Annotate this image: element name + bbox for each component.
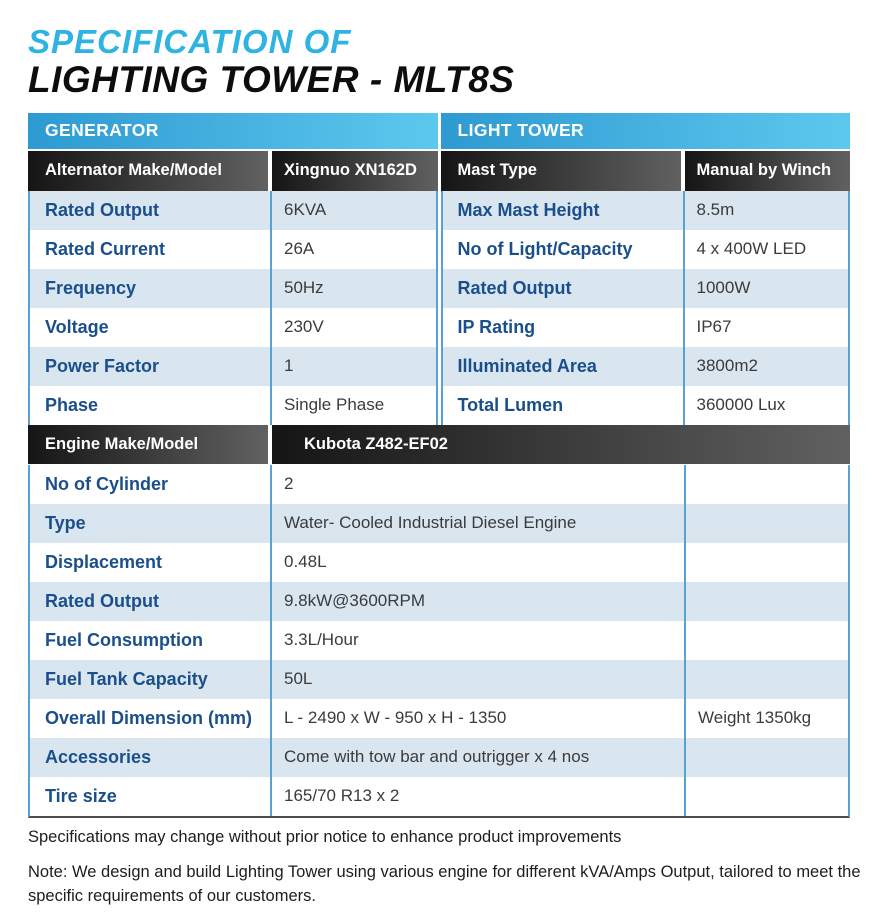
- row-extra-value: [684, 777, 848, 816]
- note-text: Note: We design and build Lighting Tower using various engine for different kVA/Amps Output, tailored to meet the specific requirements of our customers.: [28, 862, 861, 905]
- table-row: [30, 543, 848, 582]
- light-tower-rows: [441, 191, 851, 425]
- row-label: Frequency: [45, 277, 137, 298]
- row-label: Rated Current: [45, 238, 166, 259]
- table-row: [30, 738, 848, 777]
- mast-type-value: Manual by Winch: [685, 151, 851, 191]
- table-row: [30, 621, 848, 660]
- table-row: [30, 386, 436, 425]
- table-row: [443, 269, 849, 308]
- row-value: 50L: [270, 660, 684, 699]
- table-row: [443, 191, 849, 230]
- table-row: [30, 191, 436, 230]
- row-label: Max Mast Height: [457, 199, 600, 220]
- row-value: 230V: [270, 308, 436, 347]
- generator-section-header: GENERATOR: [28, 113, 438, 151]
- light-tower-subheader-row: [441, 151, 851, 191]
- row-extra-value: [684, 582, 848, 621]
- table-row: [30, 308, 436, 347]
- row-extra-value: [684, 543, 848, 582]
- light-tower-section-header: LIGHT TOWER: [441, 113, 851, 151]
- row-label: Total Lumen: [457, 394, 564, 415]
- row-label: Rated Output: [45, 590, 159, 611]
- table-row: [30, 777, 848, 816]
- table-row: [30, 230, 436, 269]
- row-label: Overall Dimension (mm): [45, 707, 253, 728]
- table-row: [443, 230, 849, 269]
- engine-make-value: Kubota Z482-EF02: [272, 425, 850, 464]
- row-label: Tire size: [45, 785, 117, 806]
- row-label: Displacement: [45, 551, 163, 572]
- row-value: Single Phase: [270, 386, 436, 425]
- table-row: [30, 347, 436, 386]
- row-value: 3800m2: [683, 347, 849, 386]
- page-title-line1: SPECIFICATION OF: [28, 23, 352, 60]
- row-label: Type: [45, 512, 86, 533]
- table-row: [443, 347, 849, 386]
- light-tower-table: [441, 113, 851, 425]
- table-row: [30, 699, 848, 738]
- table-row: [30, 269, 436, 308]
- row-value: Water- Cooled Industrial Diesel Engine: [270, 504, 684, 543]
- row-extra-value: [684, 660, 848, 699]
- row-value: 360000 Lux: [683, 386, 849, 425]
- row-value: 165/70 R13 x 2: [270, 777, 684, 816]
- row-value: 9.8kW@3600RPM: [270, 582, 684, 621]
- generator-rows: [28, 191, 438, 425]
- row-label: IP Rating: [457, 316, 536, 337]
- engine-make-label: Engine Make/Model: [28, 425, 268, 464]
- footer-notes: [28, 828, 876, 909]
- row-label: Rated Output: [457, 277, 572, 298]
- table-row: [30, 465, 848, 504]
- row-label: Rated Output: [45, 199, 159, 220]
- alternator-make-label: Alternator Make/Model: [28, 151, 268, 191]
- row-label: Illuminated Area: [457, 355, 597, 376]
- table-row: [443, 308, 849, 347]
- table-row: [443, 386, 849, 425]
- row-label: Fuel Tank Capacity: [45, 668, 208, 689]
- mast-type-label: Mast Type: [441, 151, 681, 191]
- row-label: Phase: [45, 394, 99, 415]
- specification-table: [28, 113, 850, 818]
- row-value: 50Hz: [270, 269, 436, 308]
- row-value: 1: [270, 347, 436, 386]
- disclaimer-text: Specifications may change without prior notice to enhance product improvements: [28, 827, 622, 846]
- engine-rows: [28, 465, 850, 818]
- row-extra-value: Weight 1350kg: [684, 699, 848, 738]
- row-value: 1000W: [683, 269, 849, 308]
- row-label: No of Light/Capacity: [457, 238, 633, 259]
- row-value: 8.5m: [683, 191, 849, 230]
- row-value: Come with tow bar and outrigger x 4 nos: [270, 738, 684, 777]
- row-value: 0.48L: [270, 543, 684, 582]
- row-extra-value: [684, 621, 848, 660]
- generator-subheader-row: [28, 151, 438, 191]
- row-label: Voltage: [45, 316, 109, 337]
- row-value: 26A: [270, 230, 436, 269]
- row-extra-value: [684, 738, 848, 777]
- engine-subheader-row: [28, 425, 850, 465]
- top-tables: [28, 113, 850, 425]
- table-row: [30, 504, 848, 543]
- row-label: Fuel Consumption: [45, 629, 203, 650]
- row-value: 4 x 400W LED: [683, 230, 849, 269]
- row-value: 6KVA: [270, 191, 436, 230]
- table-row: [30, 582, 848, 621]
- row-label: Power Factor: [45, 355, 160, 376]
- page-title-line2: LIGHTING TOWER - MLT8S: [28, 58, 515, 100]
- alternator-make-value: Xingnuo XN162D: [272, 151, 438, 191]
- table-row: [30, 660, 848, 699]
- row-extra-value: [684, 504, 848, 543]
- row-value: IP67: [683, 308, 849, 347]
- engine-table: [28, 425, 850, 818]
- row-value: L - 2490 x W - 950 x H - 1350: [270, 699, 684, 738]
- row-value: 3.3L/Hour: [270, 621, 684, 660]
- row-label: No of Cylinder: [45, 473, 169, 494]
- row-label: Accessories: [45, 746, 152, 767]
- row-value: 2: [270, 465, 684, 504]
- row-extra-value: [684, 465, 848, 504]
- generator-table: [28, 113, 438, 425]
